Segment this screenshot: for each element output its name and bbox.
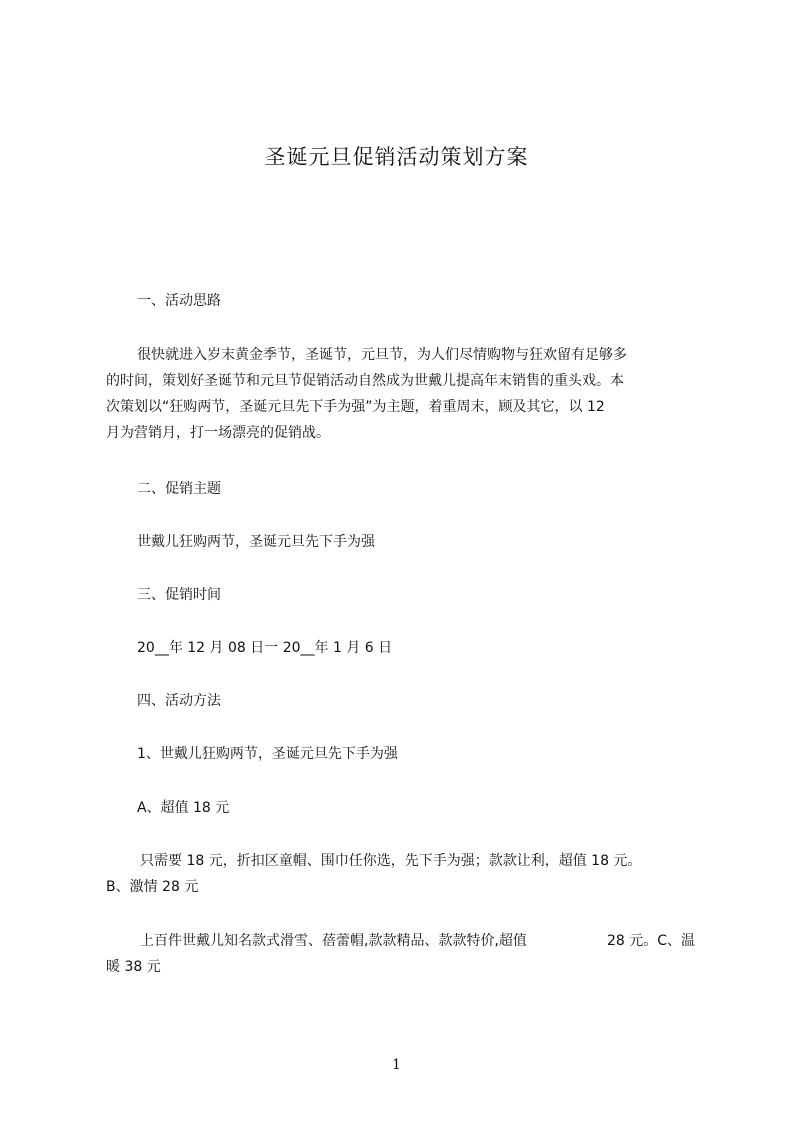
document-title: 圣诞元旦促销活动策划方案 [264, 145, 529, 169]
offer-b-body: 上百件世戴儿知名款式滑雪、蓓蕾帽,款款精品、款款特价,超值 [140, 933, 527, 949]
offer-a-body: 只需要 18 元，折扣区童帽、围巾任你选，先下手为强；款款让利，超值 18 元。 [140, 853, 642, 869]
paragraph-line: 的时间，策划好圣诞节和元旦节促销活动自然成为世戴儿提高年末销售的重头戏。本 [106, 373, 624, 389]
promo-date-text: 20__年 12 月 08 日一 20__年 1 月 6 日 [137, 640, 393, 656]
offer-b-heading: B、激情 28 元 [106, 879, 199, 895]
paragraph-line: 很快就进入岁末黄金季节，圣诞节，元旦节，为人们尽情购物与狂欢留有足够多 [137, 347, 627, 363]
paragraph-line: 月为营销月，打一场漂亮的促销战。 [106, 425, 330, 441]
section-heading-4: 四、活动方法 [137, 693, 221, 709]
promo-theme-text: 世戴儿狂购两节，圣诞元旦先下手为强 [137, 534, 375, 550]
section-heading-3: 三、促销时间 [137, 587, 221, 603]
offer-c-heading: 暖 38 元 [106, 959, 161, 975]
paragraph-line: 次策划以“狂购两节，圣诞元旦先下手为强”为主题，着重周末，顾及其它，以 12 [106, 399, 605, 415]
offer-a-heading: A、超值 18 元 [137, 800, 230, 816]
section-heading-1: 一、活动思路 [137, 293, 221, 309]
method-item-1: 1、世戴儿狂购两节，圣诞元旦先下手为强 [137, 746, 398, 762]
page-number: 1 [392, 1057, 401, 1073]
section-heading-2: 二、促销主题 [137, 481, 221, 497]
offer-b-body-end: 28 元。C、温 [607, 933, 696, 949]
